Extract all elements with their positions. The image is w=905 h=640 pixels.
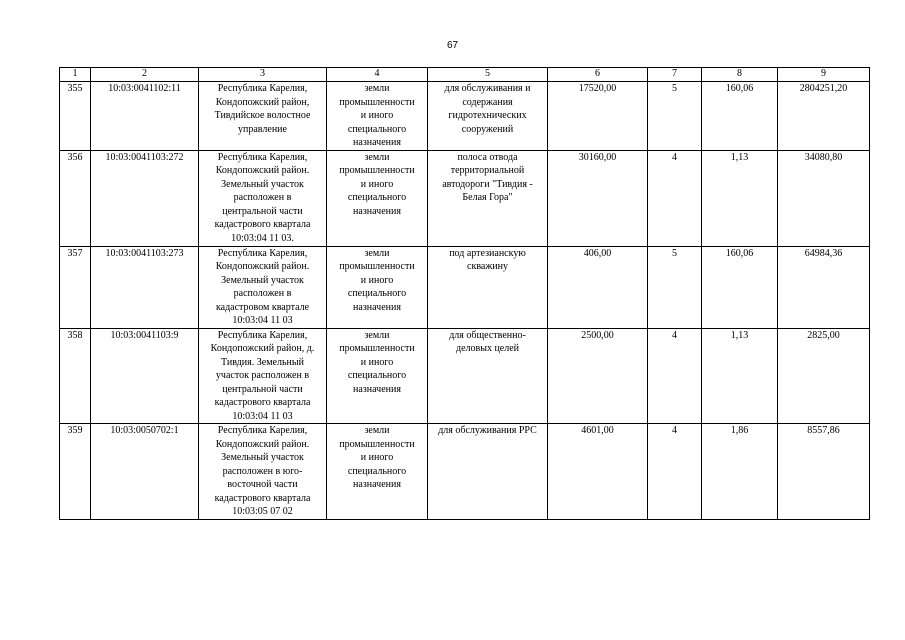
land-category-cell: земли промышленности и иного специального назначения	[327, 246, 428, 328]
header-col-9: 9	[778, 68, 870, 82]
col9-cell: 34080,80	[778, 150, 870, 246]
area-cell: 2500,00	[548, 328, 648, 424]
col8-cell: 1,13	[702, 328, 778, 424]
row-number: 359	[60, 424, 91, 520]
land-category-cell: земли промышленности и иного специального назначения	[327, 424, 428, 520]
location-cell: Республика Карелия, Кондопожский район, д. Тивдия. Земельный участок расположен в центральной части кадастрового квартала 10:03:04 11 03	[199, 328, 327, 424]
land-category-cell: земли промышленности и иного специального назначения	[327, 328, 428, 424]
land-plots-table	[59, 67, 870, 520]
permitted-use-cell: для общественно- деловых целей	[428, 328, 548, 424]
row-number: 356	[60, 150, 91, 246]
col7-cell: 5	[648, 82, 702, 151]
location-cell: Республика Карелия, Кондопожский район, Тивдийское волостное управление	[199, 82, 327, 151]
header-col-5: 5	[428, 68, 548, 82]
row-number: 358	[60, 328, 91, 424]
col9-cell: 2825,00	[778, 328, 870, 424]
col9-cell: 8557,86	[778, 424, 870, 520]
table-row	[60, 246, 870, 328]
header-col-8: 8	[702, 68, 778, 82]
permitted-use-cell: полоса отвода территориальной автодороги "Тивдия - Белая Гора"	[428, 150, 548, 246]
location-cell: Республика Карелия, Кондопожский район. Земельный участок расположен в центральной части кадастрового квартала 10:03:04 11 03.	[199, 150, 327, 246]
row-number: 357	[60, 246, 91, 328]
cadastral-number: 10:03:0041103:9	[91, 328, 199, 424]
col7-cell: 4	[648, 424, 702, 520]
permitted-use-cell: под артезианскую скважину	[428, 246, 548, 328]
col8-cell: 1,13	[702, 150, 778, 246]
col7-cell: 4	[648, 328, 702, 424]
col9-cell: 64984,36	[778, 246, 870, 328]
col8-cell: 160,06	[702, 246, 778, 328]
table-row	[60, 328, 870, 424]
cadastral-number: 10:03:0041103:273	[91, 246, 199, 328]
location-cell: Республика Карелия, Кондопожский район. Земельный участок расположен в юго- восточной части кадастрового квартала 10:03:05 07 02	[199, 424, 327, 520]
permitted-use-cell: для обслуживания РРС	[428, 424, 548, 520]
page-number: 67	[446, 40, 459, 51]
cadastral-number: 10:03:0041103:272	[91, 150, 199, 246]
area-cell: 17520,00	[548, 82, 648, 151]
col9-cell: 2804251,20	[778, 82, 870, 151]
cadastral-number: 10:03:0041102:11	[91, 82, 199, 151]
header-col-6: 6	[548, 68, 648, 82]
header-row	[60, 68, 870, 82]
table-row	[60, 150, 870, 246]
header-col-1: 1	[60, 68, 91, 82]
header-col-7: 7	[648, 68, 702, 82]
land-category-cell: земли промышленности и иного специального назначения	[327, 150, 428, 246]
area-cell: 30160,00	[548, 150, 648, 246]
area-cell: 4601,00	[548, 424, 648, 520]
header-col-2: 2	[91, 68, 199, 82]
permitted-use-cell: для обслуживания и содержания гидротехнических сооружений	[428, 82, 548, 151]
cadastral-number: 10:03:0050702:1	[91, 424, 199, 520]
col7-cell: 4	[648, 150, 702, 246]
land-category-cell: земли промышленности и иного специального назначения	[327, 82, 428, 151]
area-cell: 406,00	[548, 246, 648, 328]
row-number: 355	[60, 82, 91, 151]
header-col-4: 4	[327, 68, 428, 82]
col8-cell: 160,06	[702, 82, 778, 151]
col8-cell: 1,86	[702, 424, 778, 520]
table-row	[60, 82, 870, 151]
table-row	[60, 424, 870, 520]
location-cell: Республика Карелия, Кондопожский район. Земельный участок расположен в кадастровом квартале 10:03:04 11 03	[199, 246, 327, 328]
header-col-3: 3	[199, 68, 327, 82]
col7-cell: 5	[648, 246, 702, 328]
